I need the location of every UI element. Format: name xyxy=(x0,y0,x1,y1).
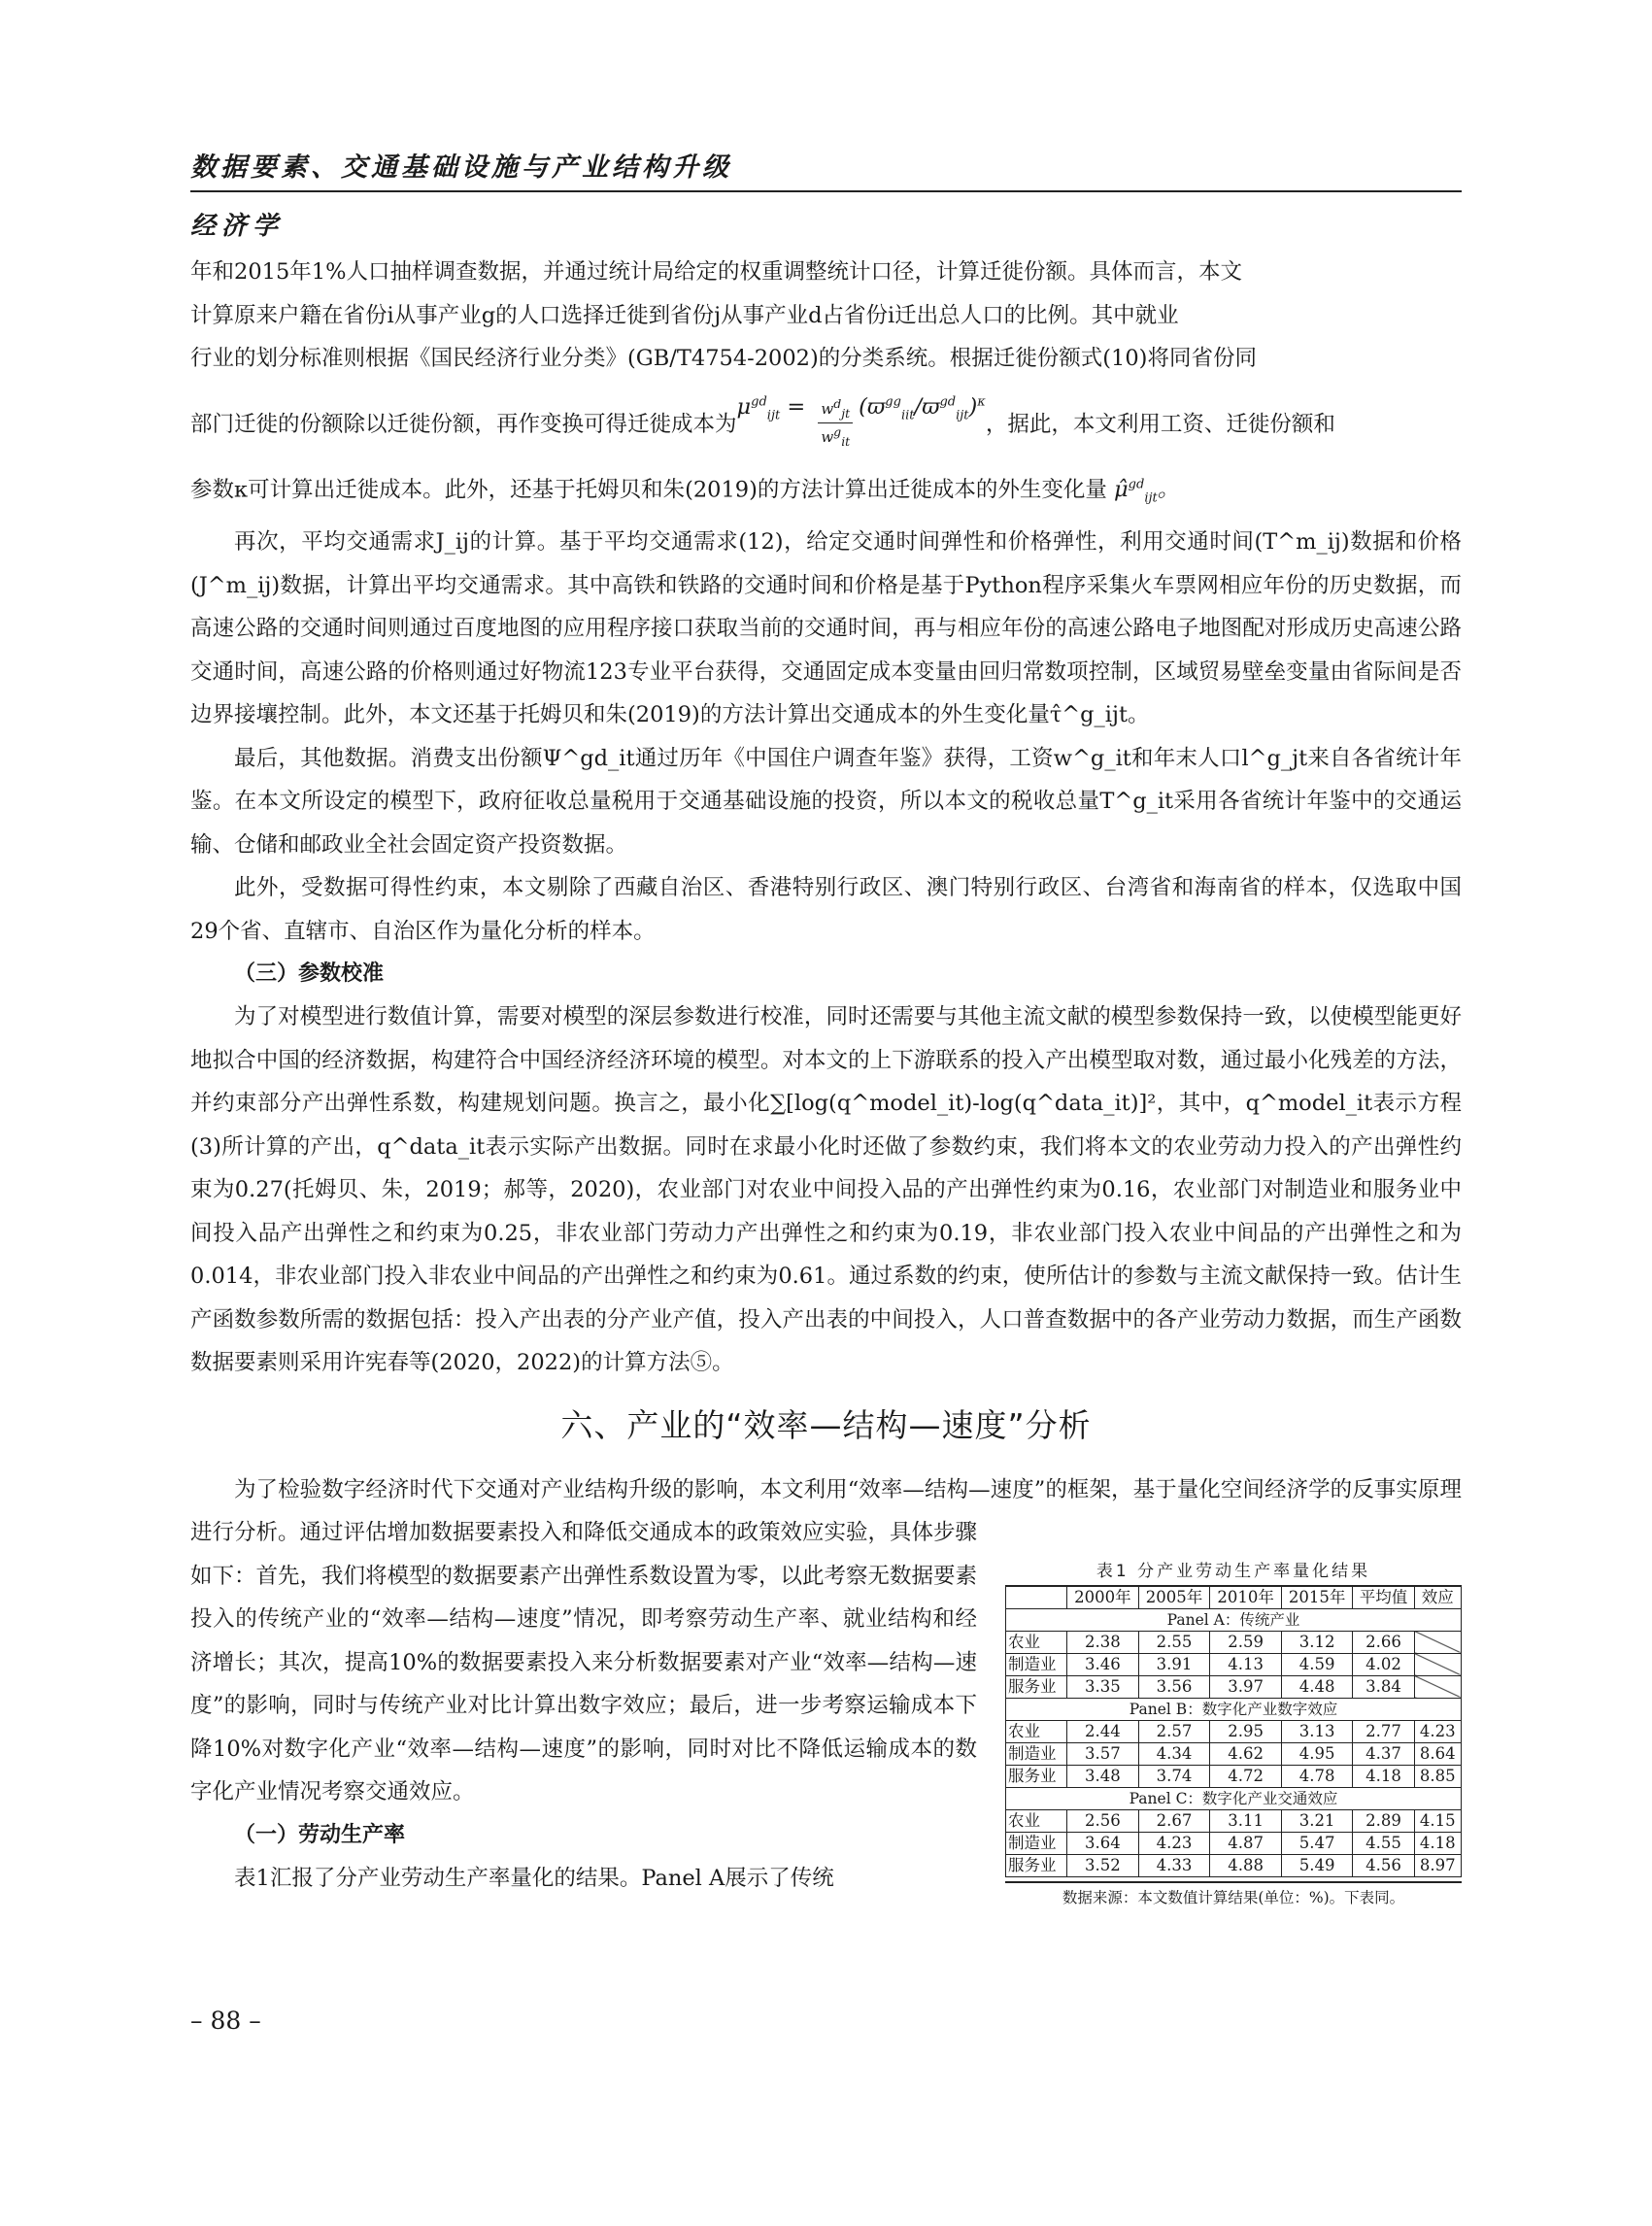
table-cell: 8.97 xyxy=(1414,1854,1461,1876)
panel-title: Panel B：数字化产业数字效应 xyxy=(1006,1698,1462,1720)
table-cell: 4.72 xyxy=(1210,1765,1282,1787)
table-cell: 3.52 xyxy=(1067,1854,1139,1876)
paragraph: 最后，其他数据。消费支出份额Ψ^gd_it通过历年《中国住户调查年鉴》获得，工资w^g_it和年末人口l^g_jt来自各省统计年鉴。在本文所设定的模型下，政府征收总量税用于交通基础设施的投资，所以本文的税收总量T^g_it采用各省统计年鉴中的交通运输、仓储和邮政业全社会固定资产投资数据。 xyxy=(190,745,1462,858)
paragraph: 表1汇报了分产业劳动生产率量化的结果。Panel A展示了传统 xyxy=(234,1865,834,1891)
table-cell: 5.47 xyxy=(1281,1832,1353,1854)
paragraph: 为了对模型进行数值计算，需要对模型的深层参数进行校准，同时还需要与其他主流文献的模型参数保持一致，以使模型能更好地拟合中国的经济数据，构建符合中国经济经济环境的模型。对本文的上下游联系的投入产出模型取对数，通过最小化残差的方法，并约束部分产出弹性系数，构建规划问题。换言之，最小化∑[log(q^model_it)-log(q^data_it)]²，其中，q^model_it表示方程(3)所计算的产出，q^data_it表示实际产出数据。同时在求最小化时还做了参数约束，我们将本文的农业劳动力投入的产出弹性约束为0.27(托姆贝、朱，2019；郝等，2020)，农业部门对农业中间投入品的产出弹性约束为0.16，农业部门对制造业和服务业中间投入品产出弹性之和约束为0.25，非农业部门劳动力产出弹性之和约束为0.19，非农业部门投入农业中间品的产出弹性之和为0.014，非农业部门投入非农业中间品的产出弹性之和约束为0.61。通过系数的约束，使所估计的参数与主流文献保持一致。估计生产函数参数所需的数据包括：投入产出表的分产业产值，投入产出表的中间投入，人口普查数据中的各产业劳动力数据，而生产函数数据要素则采用许宪春等(2020，2022)的计算方法⑤。 xyxy=(190,1004,1462,1375)
table-row xyxy=(1006,1653,1462,1675)
table-cell: 8.85 xyxy=(1414,1765,1461,1787)
table-cell: 4.95 xyxy=(1281,1742,1353,1765)
table-cell: 2.44 xyxy=(1067,1720,1139,1742)
left-column xyxy=(190,1555,977,1907)
paragraph-line: 行业的划分标准则根据《国民经济行业分类》(GB/T4754-2002)的分类系统。根据迁徙份额式(10)将同省份同 xyxy=(190,346,1257,371)
table-cell: 4.62 xyxy=(1210,1742,1282,1765)
panel-title: Panel A：传统产业 xyxy=(1006,1608,1462,1631)
row-label: 制造业 xyxy=(1006,1832,1067,1854)
table-cell xyxy=(1414,1653,1461,1675)
subsection-heading: （一）劳动生产率 xyxy=(234,1822,406,1847)
table-row xyxy=(1006,1832,1462,1854)
table-cell: 2.95 xyxy=(1210,1720,1282,1742)
table-cell: 4.23 xyxy=(1138,1832,1210,1854)
table-row xyxy=(1006,1720,1462,1742)
table-note: 数据来源：本文数值计算结果(单位：%)。下表同。 xyxy=(1005,1881,1462,1907)
column-header: 2010年 xyxy=(1210,1586,1282,1609)
table-cell: 3.13 xyxy=(1281,1720,1353,1742)
table-cell: 2.57 xyxy=(1138,1720,1210,1742)
paragraph-line: 计算原来户籍在省份i从事产业g的人口选择迁徙到省份j从事产业d占省份i迁出总人口的比例。其中就业 xyxy=(190,302,1179,328)
table-cell: 3.11 xyxy=(1210,1809,1282,1832)
column-header xyxy=(1006,1586,1067,1609)
productivity-table xyxy=(1005,1585,1462,1877)
table-cell: 3.46 xyxy=(1067,1653,1139,1675)
column-header: 2005年 xyxy=(1138,1586,1210,1609)
column-header: 平均值 xyxy=(1353,1586,1414,1609)
table-cell: 3.74 xyxy=(1138,1765,1210,1787)
table-cell xyxy=(1414,1631,1461,1653)
table-cell: 4.87 xyxy=(1210,1832,1282,1854)
panel-row xyxy=(1006,1608,1462,1631)
paragraph-text: 参数κ可计算出迁徙成本。此外，还基于托姆贝和朱(2019)的方法计算出迁徙成本的外生变化量 xyxy=(190,477,1107,502)
table-cell: 3.35 xyxy=(1067,1675,1139,1698)
row-label: 服务业 xyxy=(1006,1854,1067,1876)
table-row xyxy=(1006,1742,1462,1765)
table-cell: 3.97 xyxy=(1210,1675,1282,1698)
table-cell: 4.23 xyxy=(1414,1720,1461,1742)
paragraph-line xyxy=(190,464,1462,522)
row-label: 服务业 xyxy=(1006,1765,1067,1787)
table-caption: 表1 分产业劳动生产率量化结果 xyxy=(1096,1561,1371,1581)
table-row xyxy=(1006,1854,1462,1876)
math-symbol: μ̂$^{gd}_{ijt}$。 xyxy=(1106,477,1180,506)
table-cell: 3.56 xyxy=(1138,1675,1210,1698)
paragraph-line: 年和2015年1%人口抽样调查数据，并通过统计局给定的权重调整统计口径，计算迁徙份额。具体而言，本文 xyxy=(190,259,1242,285)
running-title: 数据要素、交通基础设施与产业结构升级 xyxy=(190,152,732,183)
table-cell xyxy=(1414,1675,1461,1698)
table-cell: 5.49 xyxy=(1281,1854,1353,1876)
formula-line xyxy=(190,381,1462,464)
row-label: 农业 xyxy=(1006,1809,1067,1832)
paragraph: 如下：首先，我们将模型的数据要素产出弹性系数设置为零，以此考察无数据要素投入的传统产业的“效率—结构—速度”情况，即考察劳动生产率、就业结构和经济增长；其次，提高10%的数据要素投入来分析数据要素对产业“效率—结构—速度”的影响，同时与传统产业对比计算出数字效应；最后，进一步考察运输成本下降10%对数字化产业“效率—结构—速度”的影响，同时对比不降低运输成本的数字化产业情况考察交通效应。 xyxy=(190,1563,978,1804)
panel-row xyxy=(1006,1698,1462,1720)
paragraph: 为了检验数字经济时代下交通对产业结构升级的影响，本文利用“效率—结构—速度”的框架，基于量化空间经济学的反事实原理进行分析。通过评估增加数据要素投入和降低交通成本的政策效应实验，具体步骤 xyxy=(190,1476,1462,1545)
table-cell: 2.38 xyxy=(1067,1631,1139,1653)
table-cell: 2.77 xyxy=(1353,1720,1414,1742)
main-text xyxy=(190,251,1462,1907)
paragraph: 此外，受数据可得性约束，本文剔除了西藏自治区、香港特别行政区、澳门特别行政区、台湾省和海南省的样本，仅选取中国29个省、直辖市、自治区作为量化分析的样本。 xyxy=(190,875,1462,944)
table-cell: 3.64 xyxy=(1067,1832,1139,1854)
table-row xyxy=(1006,1631,1462,1653)
table-row xyxy=(1006,1675,1462,1698)
two-column-area xyxy=(190,1555,1462,1907)
table-cell: 3.57 xyxy=(1067,1742,1139,1765)
migration-cost-formula: $\mu^{gd}_{ijt}$ = $\frac{w^d_{jt}}{w^g_{it}}$ $(ϖ^{gg}_{iit}/ϖ^{gd}_{ijt})^\kappa$ xyxy=(736,393,986,449)
row-label: 农业 xyxy=(1006,1631,1067,1653)
row-label: 服务业 xyxy=(1006,1675,1067,1698)
row-label: 农业 xyxy=(1006,1720,1067,1742)
table-cell: 4.13 xyxy=(1210,1653,1282,1675)
table-cell: 4.15 xyxy=(1414,1809,1461,1832)
table-cell: 4.18 xyxy=(1414,1832,1461,1854)
table-row xyxy=(1006,1809,1462,1832)
table-cell: 4.37 xyxy=(1353,1742,1414,1765)
panel-row xyxy=(1006,1787,1462,1809)
table-cell: 4.55 xyxy=(1353,1832,1414,1854)
table-cell: 2.66 xyxy=(1353,1631,1414,1653)
table-cell: 3.84 xyxy=(1353,1675,1414,1698)
table-cell: 3.12 xyxy=(1281,1631,1353,1653)
table-header-row xyxy=(1006,1586,1462,1609)
page-number: – 88 – xyxy=(190,2007,261,2035)
table-cell: 4.34 xyxy=(1138,1742,1210,1765)
table-cell: 3.48 xyxy=(1067,1765,1139,1787)
table-cell: 4.33 xyxy=(1138,1854,1210,1876)
table-cell: 4.88 xyxy=(1210,1854,1282,1876)
table-cell: 4.56 xyxy=(1353,1854,1414,1876)
table-cell: 2.59 xyxy=(1210,1631,1282,1653)
row-label: 制造业 xyxy=(1006,1742,1067,1765)
panel-title: Panel C：数字化产业交通效应 xyxy=(1006,1787,1462,1809)
table-cell: 4.78 xyxy=(1281,1765,1353,1787)
table-cell: 3.91 xyxy=(1138,1653,1210,1675)
table-row xyxy=(1006,1765,1462,1787)
journal-name: 经济学 xyxy=(190,212,285,241)
column-header: 2015年 xyxy=(1281,1586,1353,1609)
table-1 xyxy=(1005,1557,1462,1907)
table-cell: 2.56 xyxy=(1067,1809,1139,1832)
paragraph: 再次，平均交通需求J_ij的计算。基于平均交通需求(12)，给定交通时间弹性和价格弹性，利用交通时间(T^m_ij)数据和价格(J^m_ij)数据，计算出平均交通需求。其中高铁和铁路的交通时间和价格是基于Python程序采集火车票网相应年份的历史数据，而高速公路的交通时间则通过百度地图的应用程序接口获取当前的交通时间，再与相应年份的高速公路电子地图配对形成历史高速公路交通时间，高速公路的价格则通过好物流123专业平台获得，交通固定成本变量由回归常数项控制，区域贸易壁垒变量由省际间是否边界接壤控制。此外，本文还基于托姆贝和朱(2019)的方法计算出交通成本的外生变化量τ̂^g_ijt。 xyxy=(190,529,1462,727)
table-cell: 2.55 xyxy=(1138,1631,1210,1653)
formula-tail-text: ，据此，本文利用工资、迁徙份额和 xyxy=(985,411,1335,437)
table-cell: 4.18 xyxy=(1353,1765,1414,1787)
table-cell: 3.21 xyxy=(1281,1809,1353,1832)
table-cell: 2.67 xyxy=(1138,1809,1210,1832)
subsection-heading: （三）参数校准 xyxy=(234,961,385,986)
section-heading: 六、产业的“效率—结构—速度”分析 xyxy=(560,1405,1092,1444)
column-header: 效应 xyxy=(1414,1586,1461,1609)
row-label: 制造业 xyxy=(1006,1653,1067,1675)
table-cell: 4.02 xyxy=(1353,1653,1414,1675)
formula-lead-text: 部门迁徙的份额除以迁徙份额，再作变换可得迁徙成本为 xyxy=(190,411,737,437)
table-cell: 2.89 xyxy=(1353,1809,1414,1832)
header-rule xyxy=(190,190,1462,192)
table-cell: 8.64 xyxy=(1414,1742,1461,1765)
table-cell: 4.59 xyxy=(1281,1653,1353,1675)
table-cell: 4.48 xyxy=(1281,1675,1353,1698)
column-header: 2000年 xyxy=(1067,1586,1139,1609)
